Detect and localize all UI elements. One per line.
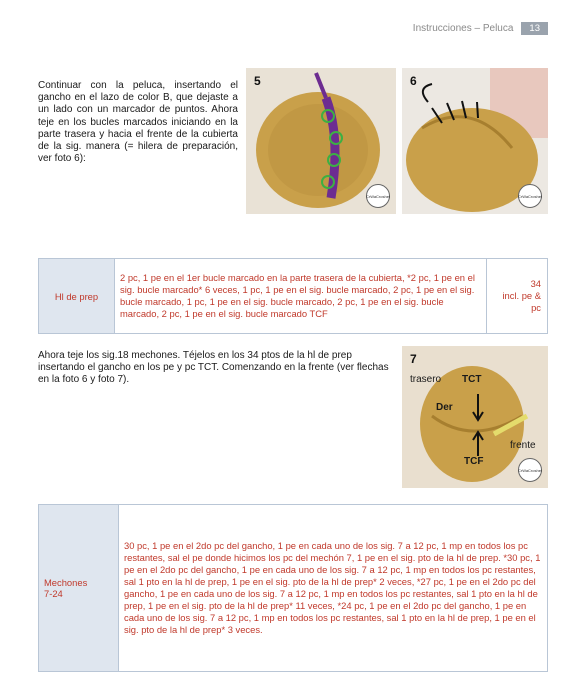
watermark-logo: CrWaCroshet <box>518 458 542 482</box>
page-header <box>413 22 548 35</box>
watermark-logo: CrWaCroshet <box>518 184 542 208</box>
instructions-paragraph: Ahora teje los sig.18 mechones. Téjelos en los 34 ptos de la hl de prep insertando el gancho en los pe y pc TCT. Comenzando en la frente (ver flechas en la foto 6 y foto 7). <box>38 350 389 386</box>
label-tcf: TCF <box>464 456 484 467</box>
mechones-instructions: 30 pc, 1 pe en el 2do pc del gancho, 1 pe en cada uno de los sig. 7 a 12 pc, 1 mp en todos los pc restantes, sal el pe donde hicimos los pc del mechón 7, 1 pe en el sig. pto de la hl de prep. *30 pc, 1 pe en el 2do pc del gancho, 1 pe en cada uno de los sig. 7 a 12 pc, 1 mp en todos los pc restantes, sal 1 pto en la hl de prep, 1 pe en el sig. pto de la hl de prep* 2 veces, *27 pc, 1 pe en el 2do pc del gancho, 1 pe en cada uno de los sig. 7 a 12 pc, 1 mp en todos los pc restantes, sal 1 pto en la hl de prep, 1 pe en el sig. pto de la hl de prep* 11 veces, *24 pc, 1 pe en el 2do pc del gancho, 1 pe en cada uno de los sig. 7 a 12 pc, 1 mp en todos los pc restantes, sal 1 pto en la hl de prep, 1 pe en el sig. pto de la hl de prep* 3 veces. <box>119 505 548 672</box>
photo-5-number: 5 <box>254 74 261 88</box>
prep-row-table <box>38 258 548 334</box>
header-title: Instrucciones – Peluca <box>412 23 514 34</box>
photo-6 <box>402 68 548 214</box>
mechones-row-label: Mechones 7-24 <box>39 505 119 672</box>
prep-row-instructions: 2 pc, 1 pe en el 1er bucle marcado en la parte trasera de la cubierta, *2 pc, 1 pe en el sig. bucle marcado* 6 veces, 1 pc, 1 pe en el sig. bucle marcado, 2 pc, 1 pe en el sig. bucle marcado, 1 pc, 1 pe en el sig. bucle marcado, 2 pc, 1 pe en el sig. bucle marcado, 2 pc, 1 pe en el sig. bucle marcado TCF <box>115 259 487 334</box>
page-number: 13 <box>521 22 548 35</box>
intro-paragraph: Continuar con la peluca, insertando el gancho en el lazo de color B, que dejaste a un lado con un marcador de puntos. Ahora teje en los bucles marcados iniciando en la parte trasera y hacia el frente de la cubierta de la sig. manera (= hilera de preparación, ver foto 6): <box>38 80 238 165</box>
photo-7-number: 7 <box>410 352 417 366</box>
mechones-table <box>38 504 548 672</box>
label-trasero: trasero <box>410 374 442 385</box>
photo-5 <box>246 68 396 214</box>
watermark-logo: CrWaCroshet <box>366 184 390 208</box>
photo-7 <box>402 346 548 488</box>
label-tct: TCT <box>462 374 482 385</box>
photo-6-number: 6 <box>410 74 417 88</box>
prep-row-label: Hl de prep <box>39 259 115 334</box>
label-der: Der <box>436 402 453 413</box>
label-frente: frente <box>510 440 536 451</box>
prep-row-count: 34 incl. pe & pc <box>487 259 548 334</box>
